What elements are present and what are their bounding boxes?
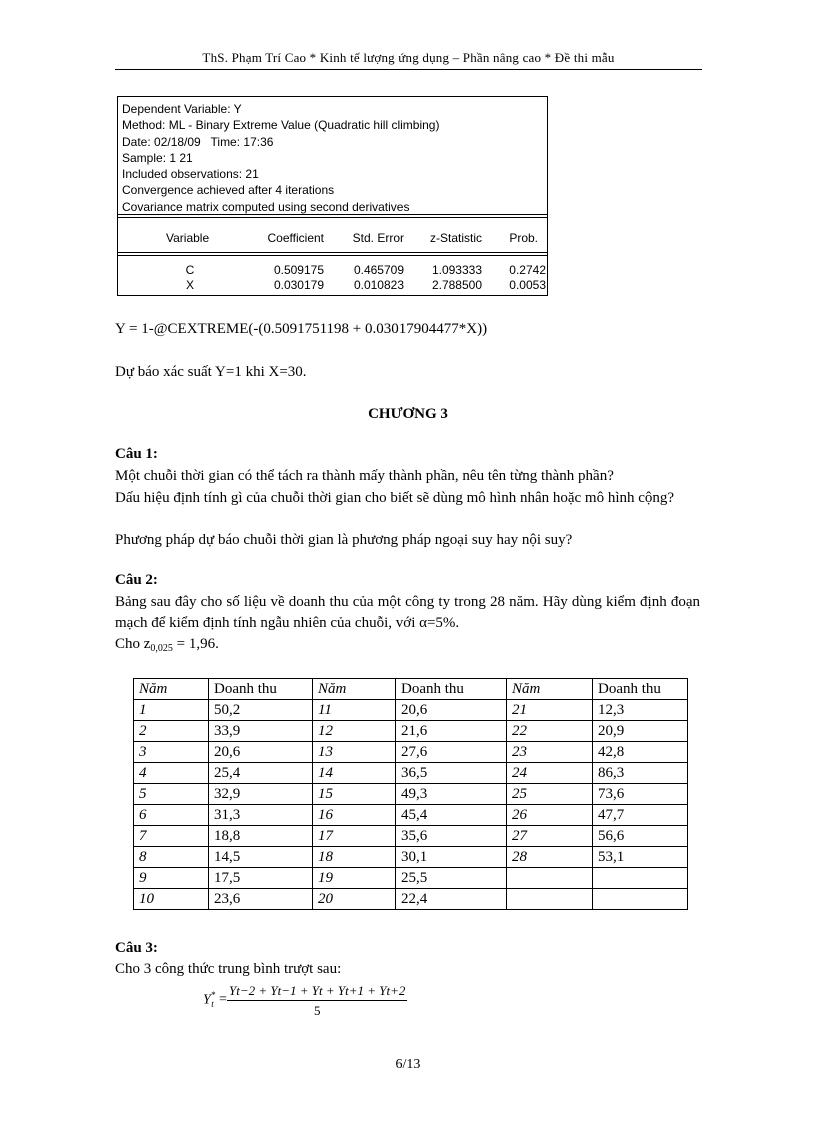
coefficient: 0.030179 xyxy=(273,278,324,292)
divider xyxy=(118,217,547,218)
year-cell xyxy=(507,889,593,910)
column-header: Năm xyxy=(313,679,396,700)
formula-lhs xyxy=(203,990,214,1009)
question-1-title: Câu 1: xyxy=(115,446,158,462)
revenue-cell: 35,6 xyxy=(396,826,507,847)
revenue-cell: 56,6 xyxy=(593,826,688,847)
question-1-line: Dấu hiệu định tính gì của chuỗi thời gian cho biết sẽ dùng mô hình nhân hoặc mô hình cộng? xyxy=(115,490,675,506)
year-cell: 4 xyxy=(134,763,209,784)
column-header: Năm xyxy=(507,679,593,700)
meta-line: Covariance matrix computed using second derivatives xyxy=(122,199,410,214)
revenue-cell: 17,5 xyxy=(209,868,313,889)
table-header-row xyxy=(134,679,688,700)
revenue-cell: 36,5 xyxy=(396,763,507,784)
prob: 0.2742 xyxy=(509,263,546,277)
model-equation: Y = 1-@CEXTREME(-(0.5091751198 + 0.03017904477*X)) xyxy=(115,321,488,337)
revenue-cell: 53,1 xyxy=(593,847,688,868)
year-cell: 2 xyxy=(134,721,209,742)
z-statistic: 1.093333 xyxy=(431,263,482,277)
question-2-text: Bảng sau đây cho số liệu về doanh thu của một công ty trong 28 năm. Hãy dùng kiểm định đoạn mạch để kiểm định tính ngẫu nhiên của chuỗi, với α=5%. xyxy=(115,594,700,631)
year-cell: 15 xyxy=(313,784,396,805)
revenue-cell: 25,5 xyxy=(396,868,507,889)
meta-line: Method: ML - Binary Extreme Value (Quadratic hill climbing) xyxy=(122,118,440,133)
formula-numerator: Yt−2 + Yt−1 + Yt + Yt+1 + Yt+2 xyxy=(227,983,407,1001)
column-header: Std. Error xyxy=(352,231,404,245)
table-row xyxy=(134,700,688,721)
revenue-cell: 73,6 xyxy=(593,784,688,805)
table-row xyxy=(134,868,688,889)
revenue-table xyxy=(133,678,688,910)
revenue-cell: 18,8 xyxy=(209,826,313,847)
table-row xyxy=(134,763,688,784)
formula-denominator: 5 xyxy=(313,1003,321,1018)
divider xyxy=(118,252,547,253)
year-cell: 9 xyxy=(134,868,209,889)
table-row xyxy=(134,889,688,910)
revenue-cell: 47,7 xyxy=(593,805,688,826)
table-row xyxy=(134,784,688,805)
std-error: 0.010823 xyxy=(353,278,404,292)
revenue-cell: 33,9 xyxy=(209,721,313,742)
formula-fraction xyxy=(227,983,407,1019)
year-cell: 5 xyxy=(134,784,209,805)
z-subscript: 0,025 xyxy=(150,643,173,654)
table-row xyxy=(134,721,688,742)
year-cell xyxy=(507,868,593,889)
year-cell: 21 xyxy=(507,700,593,721)
revenue-cell: 20,9 xyxy=(593,721,688,742)
table-row xyxy=(134,826,688,847)
divider xyxy=(118,255,547,256)
page-header: ThS. Phạm Trí Cao * Kinh tế lượng ứng dụng – Phần nâng cao * Đề thi mẫu xyxy=(202,50,615,65)
question-2-title: Câu 2: xyxy=(115,572,158,588)
revenue-cell: 45,4 xyxy=(396,805,507,826)
year-cell: 1 xyxy=(134,700,209,721)
column-header: z-Statistic xyxy=(429,231,482,245)
revenue-cell: 49,3 xyxy=(396,784,507,805)
year-cell: 14 xyxy=(313,763,396,784)
year-cell: 22 xyxy=(507,721,593,742)
question-3-title: Câu 3: xyxy=(115,940,158,956)
revenue-cell: 27,6 xyxy=(396,742,507,763)
column-header: Coefficient xyxy=(267,231,324,245)
column-header: Doanh thu xyxy=(396,679,507,700)
meta-line: Convergence achieved after 4 iterations xyxy=(122,183,335,198)
meta-line: Included observations: 21 xyxy=(122,167,259,182)
meta-line: Sample: 1 21 xyxy=(122,150,193,165)
revenue-cell: 12,3 xyxy=(593,700,688,721)
column-header: Doanh thu xyxy=(593,679,688,700)
year-cell: 10 xyxy=(134,889,209,910)
lhs-symbol: Y xyxy=(203,992,211,1008)
year-cell: 13 xyxy=(313,742,396,763)
year-cell: 28 xyxy=(507,847,593,868)
revenue-cell: 20,6 xyxy=(209,742,313,763)
table-row xyxy=(134,742,688,763)
year-cell: 24 xyxy=(507,763,593,784)
year-cell: 8 xyxy=(134,847,209,868)
revenue-cell: 23,6 xyxy=(209,889,313,910)
revenue-cell: 42,8 xyxy=(593,742,688,763)
year-cell: 26 xyxy=(507,805,593,826)
page-number: 6/13 xyxy=(395,1057,421,1072)
year-cell: 20 xyxy=(313,889,396,910)
revenue-cell xyxy=(593,868,688,889)
formula-equals: = xyxy=(219,992,227,1007)
lhs-sup: * xyxy=(210,990,216,1000)
revenue-cell: 14,5 xyxy=(209,847,313,868)
year-cell: 23 xyxy=(507,742,593,763)
revenue-cell: 20,6 xyxy=(396,700,507,721)
table-row xyxy=(134,805,688,826)
lhs-sub: t xyxy=(211,999,214,1010)
z-critical-value xyxy=(115,636,219,654)
column-header: Prob. xyxy=(509,231,538,245)
question-1-line: Phương pháp dự báo chuỗi thời gian là phương pháp ngoại suy hay nội suy? xyxy=(115,532,573,548)
question-3-text: Cho 3 công thức trung bình trượt sau: xyxy=(115,961,342,977)
meta-line: Date: 02/18/09 Time: 17:36 xyxy=(122,134,274,149)
year-cell: 19 xyxy=(313,868,396,889)
year-cell: 6 xyxy=(134,805,209,826)
column-header: Doanh thu xyxy=(209,679,313,700)
revenue-cell: 30,1 xyxy=(396,847,507,868)
year-cell: 16 xyxy=(313,805,396,826)
z-statistic: 2.788500 xyxy=(431,278,482,292)
z-value: = 1,96. xyxy=(172,636,219,652)
coefficient: 0.509175 xyxy=(273,263,324,277)
chapter-title: CHƯƠNG 3 xyxy=(368,406,448,422)
forecast-instruction: Dự báo xác suất Y=1 khi X=30. xyxy=(115,364,307,380)
revenue-cell: 32,9 xyxy=(209,784,313,805)
column-header: Variable xyxy=(166,231,210,245)
std-error: 0.465709 xyxy=(353,263,404,277)
year-cell: 18 xyxy=(313,847,396,868)
variable-name: C xyxy=(185,263,195,277)
year-cell: 27 xyxy=(507,826,593,847)
year-cell: 11 xyxy=(313,700,396,721)
meta-line: Dependent Variable: Y xyxy=(122,102,242,116)
revenue-cell xyxy=(593,889,688,910)
header-rule xyxy=(115,69,702,70)
variable-name: X xyxy=(185,278,194,292)
z-prefix: Cho z xyxy=(115,636,151,652)
divider xyxy=(118,214,547,215)
column-header: Năm xyxy=(134,679,209,700)
prob: 0.0053 xyxy=(509,278,546,292)
revenue-cell: 21,6 xyxy=(396,721,507,742)
revenue-cell: 50,2 xyxy=(209,700,313,721)
eviews-meta xyxy=(122,101,439,215)
revenue-cell: 31,3 xyxy=(209,805,313,826)
year-cell: 12 xyxy=(313,721,396,742)
year-cell: 3 xyxy=(134,742,209,763)
revenue-cell: 22,4 xyxy=(396,889,507,910)
revenue-cell: 86,3 xyxy=(593,763,688,784)
eviews-output-box xyxy=(117,96,548,296)
year-cell: 17 xyxy=(313,826,396,847)
question-1-line: Một chuỗi thời gian có thể tách ra thành mấy thành phần, nêu tên từng thành phần? xyxy=(115,468,614,484)
table-row xyxy=(134,847,688,868)
year-cell: 7 xyxy=(134,826,209,847)
year-cell: 25 xyxy=(507,784,593,805)
revenue-cell: 25,4 xyxy=(209,763,313,784)
